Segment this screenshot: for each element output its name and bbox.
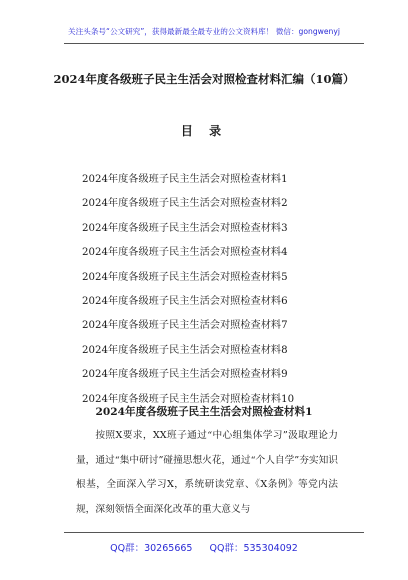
toc-item[interactable]: 2024年度各级班子民主生活会对照检查材料4 bbox=[82, 247, 288, 259]
toc-item[interactable]: 2024年度各级班子民主生活会对照检查材料10 bbox=[82, 393, 295, 405]
document-title: 2024年度各级班子民主生活会对照检查材料汇编（10篇） bbox=[53, 72, 355, 86]
toc-item[interactable]: 2024年度各级班子民主生活会对照检查材料5 bbox=[82, 271, 288, 283]
toc-list bbox=[82, 168, 294, 412]
toc-item[interactable]: 2024年度各级班子民主生活会对照检查材料1 bbox=[82, 174, 288, 185]
footer-qq-group-1: QQ群：30265665 bbox=[110, 543, 193, 554]
toc-item[interactable]: 2024年度各级班子民主生活会对照检查材料8 bbox=[82, 344, 288, 356]
body-paragraph: 按照X要求，XX班子通过“中心组集体学习”汲取理论力量，通过“集中研讨”碰撞思想火花，通过“个人自学”夯实知识根基，全面深入学习X，系统研读党章、《X条例》等党内法规，深刻领悟全面深化改革的重大意义与 bbox=[76, 430, 338, 515]
footer-qq-group-2: QQ群：535304092 bbox=[209, 543, 298, 554]
toc-heading: 目 录 bbox=[180, 124, 228, 138]
section-title: 2024年度各级班子民主生活会对照检查材料1 bbox=[95, 406, 313, 418]
toc-item[interactable]: 2024年度各级班子民主生活会对照检查材料7 bbox=[82, 320, 288, 332]
header-divider bbox=[64, 43, 364, 44]
toc-item[interactable]: 2024年度各级班子民主生活会对照检查材料2 bbox=[82, 198, 288, 210]
toc-item[interactable]: 2024年度各级班子民主生活会对照检查材料3 bbox=[82, 222, 288, 234]
toc-item[interactable]: 2024年度各级班子民主生活会对照检查材料9 bbox=[82, 369, 288, 381]
footer-divider bbox=[64, 532, 364, 533]
header-notice: 关注头条号“公文研究”，获得最新最全最专业的公文资料库！ 微信：gongwenyj bbox=[68, 27, 340, 36]
toc-item[interactable]: 2024年度各级班子民主生活会对照检查材料6 bbox=[82, 295, 288, 307]
footer bbox=[0, 540, 408, 554]
